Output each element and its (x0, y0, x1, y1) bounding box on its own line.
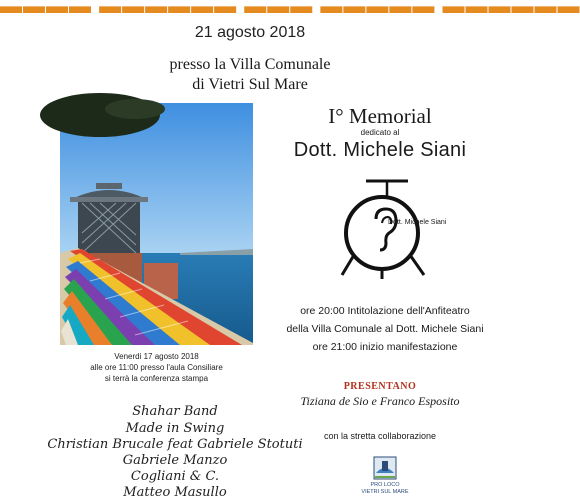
presenters-heading: PRESENTANO (343, 381, 417, 392)
drum-kit-ear-emblem-icon (340, 175, 460, 285)
memorial-title: I° Memorial (328, 104, 432, 128)
pro-loco-line-2: VIETRI SUL MARE (361, 489, 409, 495)
collaboration-note: con la stretta collaborazione (323, 431, 437, 441)
performer-item: Gabriele Manzo (122, 453, 228, 468)
memorial-dedication: dedicato al (360, 128, 400, 137)
emblem-label: Dott. Michele Siani (388, 219, 447, 226)
venue-line-1: presso la Villa Comunale (169, 56, 331, 73)
conference-line-2: alle ore 11:00 presso l'aula Consiliare (90, 363, 223, 372)
performer-item: Shahar Band (132, 404, 218, 419)
program-line-1: ore 20:00 Intitolazione dell'Anfiteatro (300, 305, 470, 317)
event-photo (60, 103, 253, 345)
memorial-honoree-name: Dott. Michele Siani (293, 139, 467, 161)
event-date: 21 agosto 2018 (194, 24, 306, 41)
performer-item: Christian Brucale feat Gabriele Stotuti (47, 437, 303, 452)
cropped-headline-decoration: ▬▬▬▬ ▬▬▬▬▬▬ ▬▬▬ ▬▬▬▬▬ ▬▬▬▬▬▬ (0, 0, 580, 18)
program-line-2: della Villa Comunale al Dott. Michele Siani (286, 323, 484, 335)
conference-line-1: Venerdi 17 agosto 2018 (114, 352, 199, 361)
presenters-names: Tiziana de Sio e Franco Esposito (300, 394, 460, 408)
performer-item: Matteo Masullo (123, 485, 227, 500)
cropped-headline-band (0, 0, 580, 18)
pro-loco-line-1: PRO LOCO (370, 482, 400, 488)
performer-item: Cogliani & C. (130, 469, 220, 484)
venue-line-2: di Vietri Sul Mare (192, 76, 308, 93)
program-line-3: ore 21:00 inizio manifestazione (312, 341, 458, 353)
conference-line-3: si terrà la conferenza stampa (104, 374, 209, 383)
performer-item: Made in Swing (125, 421, 225, 436)
